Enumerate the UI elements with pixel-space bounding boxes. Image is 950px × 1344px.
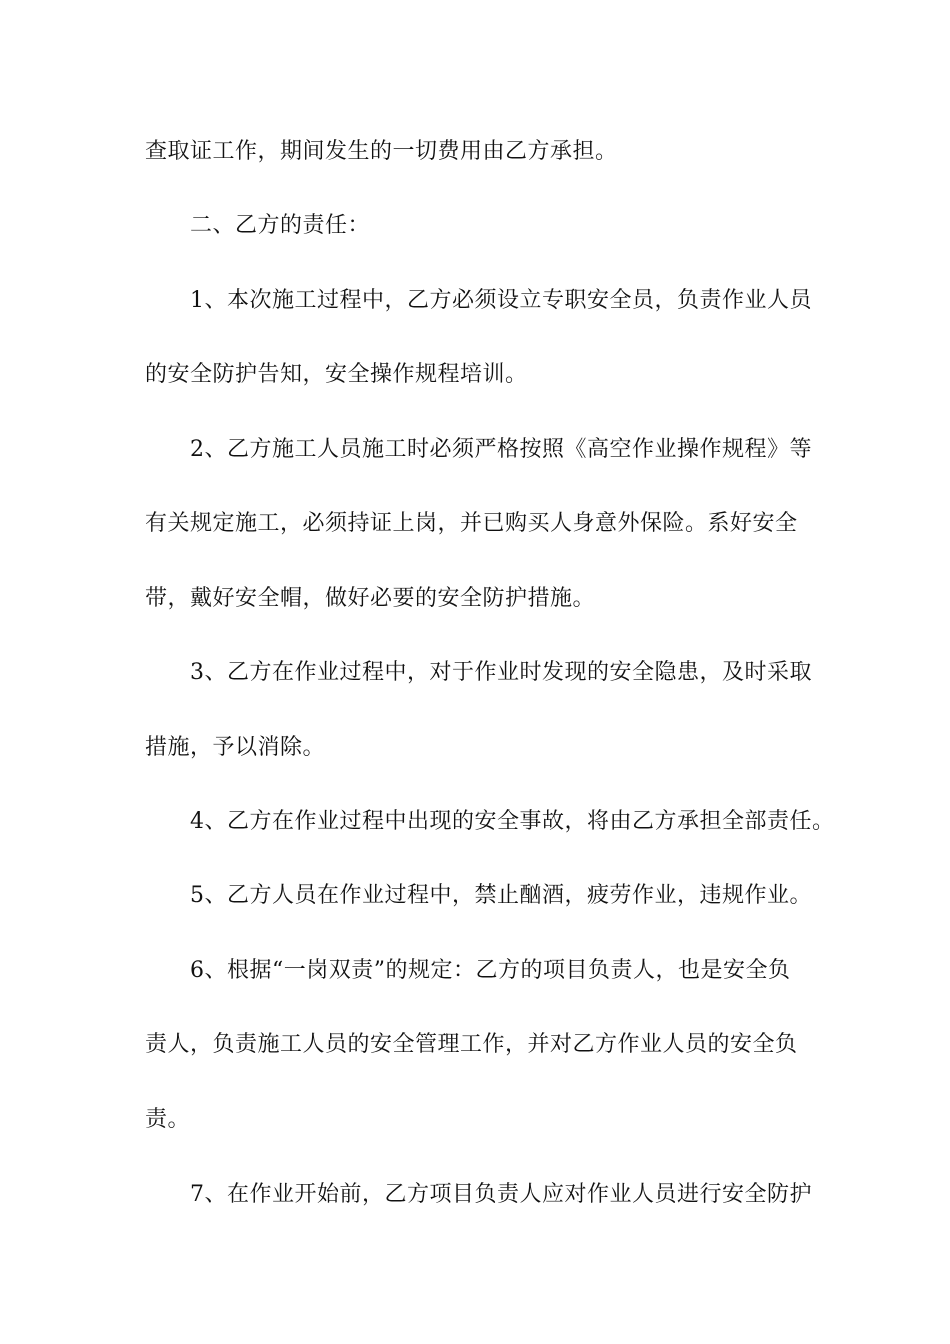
- clause-6-line-3: 责。: [145, 1107, 191, 1132]
- clause-2-line-1: 2、乙方施工人员施工时必须严格按照《高空作业操作规程》等: [190, 437, 812, 462]
- clause-1-line-1: 1、本次施工过程中，乙方必须设立专职安全员，负责作业人员: [190, 288, 812, 313]
- clause-3-line-2: 措施，予以消除。: [145, 735, 326, 760]
- clause-7-line-1: 7、在作业开始前，乙方项目负责人应对作业人员进行安全防护: [190, 1182, 812, 1207]
- clause-2-line-3: 带，戴好安全帽，做好必要的安全防护措施。: [145, 586, 596, 611]
- clause-5-line-1: 5、乙方人员在作业过程中，禁止酗酒，疲劳作业，违规作业。: [190, 883, 812, 908]
- clause-4-line-1: 4、乙方在作业过程中出现的安全事故，将由乙方承担全部责任。: [190, 809, 835, 834]
- clause-6-line-2: 责人，负责施工人员的安全管理工作，并对乙方作业人员的安全负: [145, 1032, 798, 1057]
- clause-2-line-2: 有关规定施工，必须持证上岗，并已购买人身意外保险。系好安全: [145, 511, 798, 536]
- section-heading-party-b-responsibilities: 二、乙方的责任：: [190, 213, 371, 238]
- clause-3-line-1: 3、乙方在作业过程中，对于作业时发现的安全隐患，及时采取: [190, 660, 812, 685]
- text-line-1: 查取证工作，期间发生的一切费用由乙方承担。: [145, 139, 618, 164]
- clause-6-line-1: 6、根据“一岗双责”的规定：乙方的项目负责人，也是安全负: [190, 958, 791, 983]
- clause-1-line-2: 的安全防护告知，安全操作规程培训。: [145, 362, 528, 387]
